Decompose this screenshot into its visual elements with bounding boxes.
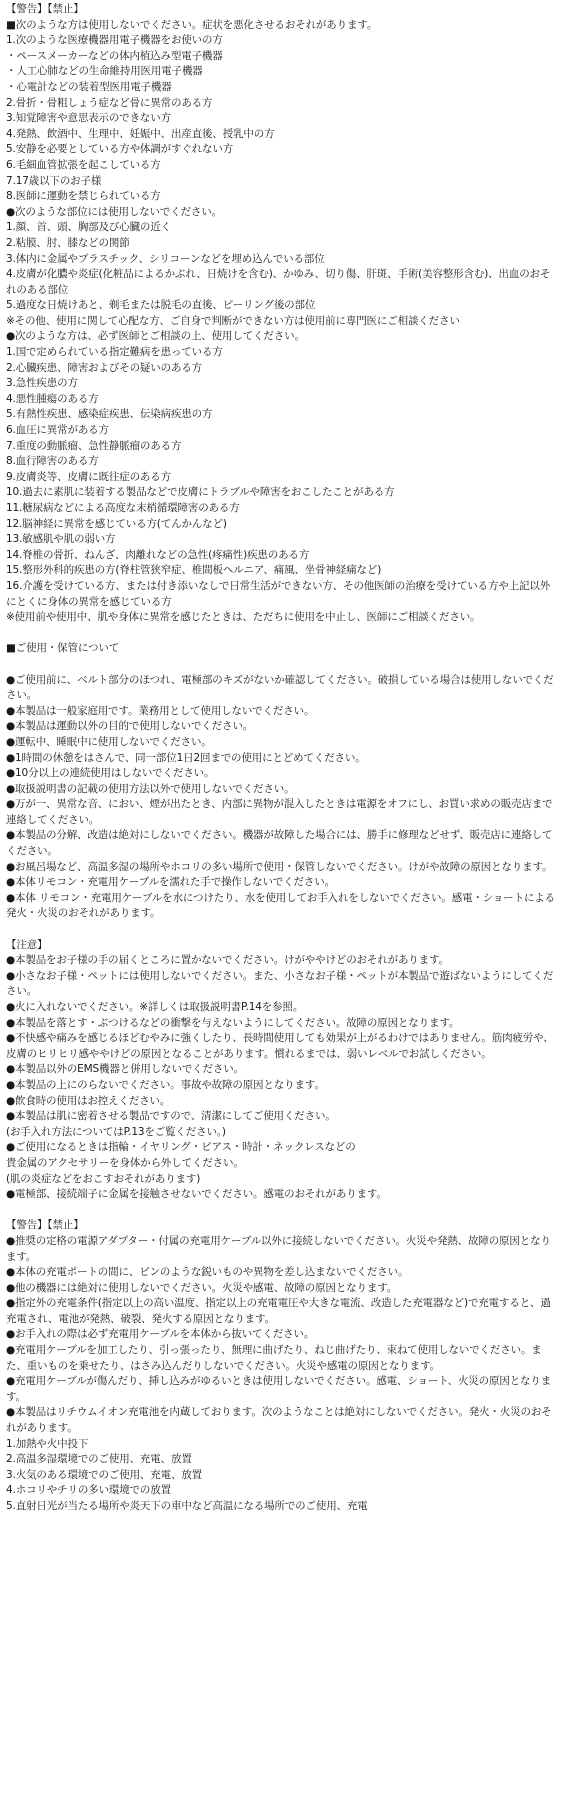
text-line: 1.国で定められている指定難病を患っている方: [6, 346, 223, 359]
text-line: ●1時間の休憩をはさんで、同一部位1日2回までの使用にとどめてください。: [6, 751, 366, 764]
text-line: 3.急性疾患の方: [6, 377, 78, 390]
text-line: 2.心臓疾患、障害およびその疑いのある方: [6, 361, 203, 374]
text-line: ●運転中、睡眠中に使用しないでください。: [6, 735, 212, 748]
text-line: 1.加熱や火中投下: [6, 1437, 89, 1450]
text-line: 14.脊椎の骨折、ねんざ、肉離れなどの急性(疼痛性)疾患のある方: [6, 548, 310, 561]
text-line: 9.皮膚炎等、皮膚に既往症のある方: [6, 470, 171, 483]
text-line: 7.17歳以下のお子様: [6, 174, 102, 187]
text-line: ●本体 リモコン・充電用ケーブルを水につけたり、水を使用してお手入れをしないでください。感電・ショートによる発火・火災のおそれがあります。: [6, 891, 556, 920]
text-line: ●次のような方は、必ず医師とご相談の上、使用してください。: [6, 330, 305, 343]
text-line: ●火に入れないでください。※詳しくは取扱説明書P.14を参照。: [6, 1001, 304, 1013]
text-line: 貴金属のアクセサリーを身体から外してください。: [6, 1156, 244, 1169]
text-line: 3.知覚障害や意思表示のできない方: [6, 112, 171, 125]
blank-line: [6, 657, 560, 673]
text-line: 6.血圧に異常がある方: [6, 424, 109, 437]
text-line: ●本製品は肌に密着させる製品ですので、清潔にしてご使用ください。: [6, 1110, 336, 1123]
blank-line: [6, 922, 560, 938]
text-line: ●次のような部位には使用しないでください。: [6, 205, 223, 218]
blank-line: [6, 1203, 560, 1219]
text-line: ●取扱説明書の記載の使用方法以外で使用しないでください。: [6, 782, 295, 795]
text-line: 10.過去に素肌に装着する製品などで皮膚にトラブルや障害をおこしたことがある方: [6, 486, 395, 499]
text-line: 1.次のような医療機器用電子機器をお使いの方: [6, 34, 223, 47]
text-line: 【警告】【禁止】: [6, 3, 84, 15]
text-line: (お手入れ方法についてはP.13をご覧ください。): [6, 1125, 226, 1138]
text-line: ●小さなお子様・ペットには使用しないでください。また、小さなお子様・ペットが本製品で遊ばないようにしてください。: [6, 969, 554, 998]
text-line: 4.発熱、飲酒中、生理中、妊娠中、出産直後、授乳中の方: [6, 127, 275, 140]
text-line: (肌の炎症などをおこすおそれがあります): [6, 1172, 201, 1185]
text-line: ※使用前や使用中、肌や身体に異常を感じたときは、ただちに使用を中止し、医師にご相談ください。: [6, 611, 481, 624]
text-line: ●他の機器には絶対に使用しないでください。火災や感電、故障の原因となります。: [6, 1281, 398, 1294]
text-line: 8.血行障害のある方: [6, 455, 99, 468]
text-line: ●充電用ケーブルが傷んだり、挿し込みがゆるいときは使用しないでください。感電、ショート、火災の原因となります。: [6, 1375, 552, 1403]
text-line: ●10分以上の連続使用はしないでください。: [6, 767, 215, 780]
text-line: 2.粘膜、肘、膝などの関節: [6, 236, 130, 249]
text-line: ●本製品はリチウムイオン充電池を内蔵しております。次のようなことは絶対にしないでください。発火・火災のおそれがあります。: [6, 1406, 552, 1435]
text-line: 4.皮膚が化膿や炎症(化粧品によるかぶれ、日焼けを含む)、かゆみ、切り傷、肝斑、手術(美容整形含む)、出血のおそれのある部位: [6, 268, 551, 296]
text-line: ●本製品を落とす・ぶつけるなどの衝撃を与えないようにしてください。故障の原因となります。: [6, 1016, 460, 1029]
text-line: ●本製品の上にのらないでください。事故や故障の原因となります。: [6, 1078, 325, 1091]
text-line: ・ペースメーカーなどの体内植込み型電子機器: [6, 49, 223, 62]
text-line: ・人工心肺などの生命維持用医用電子機器: [6, 65, 203, 78]
text-line: ●指定外の充電条件(指定以上の高い温度、指定以上の充電電圧や大きな電流、改造した充電器など)で充電すると、過充電され、電池が発熱、破裂、発火する原因となります。: [6, 1297, 551, 1325]
text-line: ●充電用ケーブルを加工したり、引っ張ったり、無理に曲げたり、ねじ曲げたり、束ねて使用しないでください。また、重いものを乗せたり、はさみ込んだりしないでください。火災や感電の原因となります。: [6, 1344, 542, 1372]
text-line: ・心電計などの装着型医用電子機器: [6, 80, 172, 93]
text-line: 13.敏感肌や肌の弱い方: [6, 533, 116, 546]
text-line: 3.火気のある環境でのご使用、充電、放置: [6, 1468, 203, 1481]
text-line: 12.脳神経に異常を感じている方(てんかんなど): [6, 517, 227, 530]
text-line: 3.体内に金属やプラスチック、シリコーンなどを埋め込んでいる部位: [6, 252, 325, 265]
blank-line: [6, 626, 560, 642]
text-line: ●飲食時の使用はお控えください。: [6, 1094, 171, 1107]
text-line: 11.糖尿病などによる高度な末梢循環障害のある方: [6, 502, 240, 514]
text-line: ●ご使用前に、ベルト部分のほつれ、電極部のキズがないか確認してください。破損している場合は使用しないでください。: [6, 673, 554, 702]
text-line: 5.直射日光が当たる場所や炎天下の車中など高温になる場所でのご使用、充電: [6, 1500, 368, 1512]
text-line: ●ご使用になるときは指輪・イヤリング・ピアス・時計・ネックレスなどの: [6, 1141, 356, 1154]
text-line: 6.毛細血管拡張を起こしている方: [6, 158, 161, 171]
text-line: 2.骨折・骨粗しょう症など骨に異常のある方: [6, 96, 213, 109]
text-line: ●本体リモコン・充電用ケーブルを濡れた手で操作しないでください。: [6, 876, 335, 889]
text-line: ●本製品は一般家庭用です。業務用として使用しないでください。: [6, 704, 315, 717]
text-line: 8.医師に運動を禁じられている方: [6, 190, 161, 203]
text-line: 4.悪性腫瘍のある方: [6, 392, 99, 405]
text-line: ●本製品をお子様の手の届くところに置かないでください。けがややけどのおそれがあります。: [6, 954, 449, 967]
text-line: 【警告】【禁止】: [6, 1219, 84, 1232]
text-line: ●万が一、異常な音、におい、煙が出たとき、内部に異物が混入したときは電源をオフにし、お買い求めの販売店まで連絡してください。: [6, 798, 553, 826]
text-line: ●本製品の分解、改造は絶対にしないでください。機器が故障した場合には、勝手に修理などせず、販売店に連絡してください。: [6, 829, 553, 858]
text-line: ●本体の充電ポートの間に、ピンのような鋭いものや異物を差し込まないでください。: [6, 1266, 409, 1279]
text-line: ●本製品は運動以外の目的で使用しないでください。: [6, 720, 254, 733]
text-line: 5.有熱性疾患、感染症疾患、伝染病疾患の方: [6, 408, 213, 421]
text-line: ●不快感や痛みを感じるほどむやみに強くしたり、長時間使用しても効果が上がるわけではありません。筋肉疲労や、皮膚のヒリヒリ感ややけどの原因となることがあります。慣れるまでは、弱いレベルでお試しください。: [6, 1032, 554, 1060]
text-line: 5.安静を必要としている方や体調がすぐれない方: [6, 143, 234, 156]
text-line: 5.過度な日焼けあと、剃毛または脱毛の直後、ピーリング後の部位: [6, 299, 316, 312]
text-line: 16.介護を受けている方、または付き添いなしで日常生活ができない方、その他医師の治療を受けている方や上記以外にとくに身体の異常を感じている方: [6, 579, 551, 608]
text-line: 4.ホコリやチリの多い環境での放置: [6, 1484, 171, 1497]
text-line: 【注意】: [6, 938, 48, 951]
text-line: ●お風呂場など、高温多湿の場所やホコリの多い場所で使用・保管しないでください。けがや故障の原因となります。: [6, 860, 553, 873]
text-line: ■次のような方は使用しないでください。症状を悪化させるおそれがあります。: [6, 18, 378, 31]
text-line: ●お手入れの際は必ず充電用ケーブルを本体から抜いてください。: [6, 1328, 315, 1341]
text-line: ■ご使用・保管について: [6, 642, 120, 655]
text-line: 7.重度の動脈瘤、急性静脈瘤のある方: [6, 439, 182, 452]
text-line: ●本製品以外のEMS機器と併用しないでください。: [6, 1063, 244, 1076]
text-line: 15.整形外科的疾患の方(脊柱管狭窄症、椎間板ヘルニア、痛風、坐骨神経痛など): [6, 564, 382, 577]
text-line: 1.顔、首、頭、胸部及び心臓の近く: [6, 221, 171, 234]
text-line: ※その他、使用に関して心配な方、ご自身で判断ができない方は使用前に専門医にご相談ください: [6, 314, 460, 327]
text-line: 2.高温多湿環境でのご使用、充電、放置: [6, 1453, 192, 1466]
text-line: ●推奨の定格の電源アダプター・付属の充電用ケーブル以外に接続しないでください。火災や発熱、故障の原因となります。: [6, 1234, 551, 1263]
text-line: ●電極部、接続端子に金属を接触させないでください。感電のおそれがあります。: [6, 1188, 387, 1201]
